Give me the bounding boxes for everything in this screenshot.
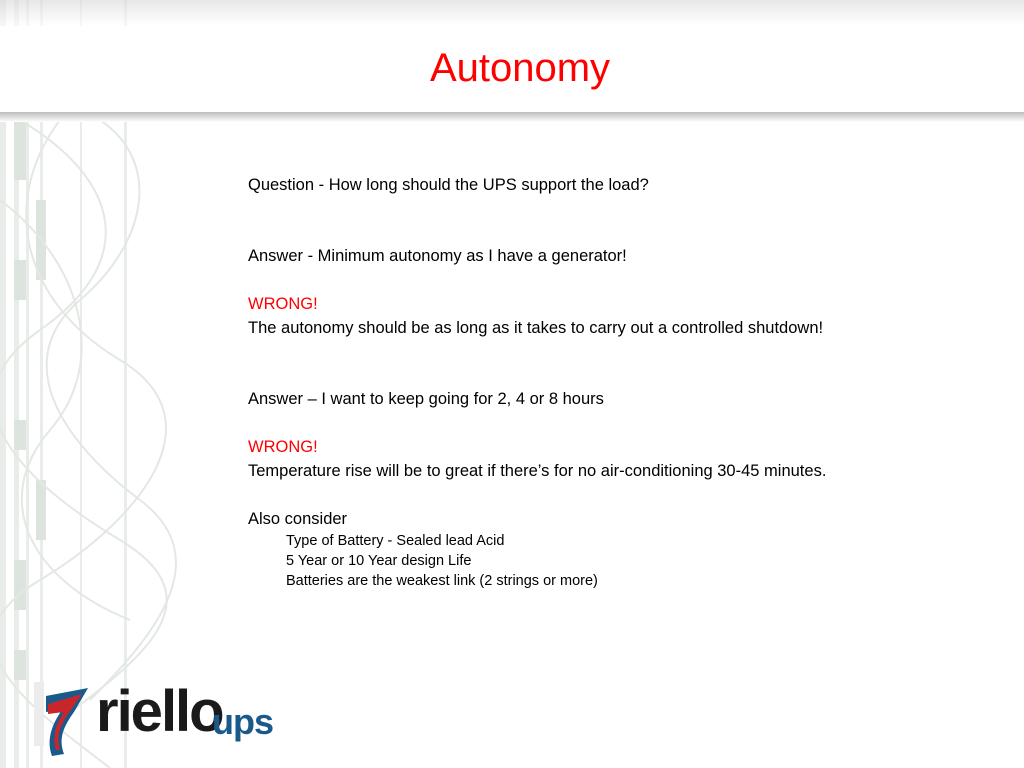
riello-ups-logo — [34, 679, 280, 758]
also-consider-heading: Also consider — [248, 510, 348, 528]
question-text: Question - How long should the UPS support the load? — [248, 176, 649, 194]
wrong-2-text: WRONG! — [248, 438, 318, 456]
logo-suffix-text: ups — [212, 701, 274, 742]
wrong-1-text: WRONG! — [248, 295, 318, 313]
answer-1-text: Answer - Minimum autonomy as I have a generator! — [248, 247, 627, 265]
explanation-2-text: Temperature rise will be to great if there’s for no air-conditioning 30-45 minutes. — [248, 462, 827, 480]
explanation-1-text: The autonomy should be as long as it takes to carry out a controlled shutdown! — [248, 319, 824, 337]
answer-2-text: Answer – I want to keep going for 2, 4 or 8 hours — [248, 390, 604, 408]
list-item: Type of Battery - Sealed lead Acid — [286, 533, 505, 549]
list-item: Batteries are the weakest link (2 strings or more) — [286, 573, 598, 589]
page-title: Autonomy — [429, 46, 611, 90]
list-item: 5 Year or 10 Year design Life — [286, 553, 472, 569]
slide-content — [248, 173, 1008, 591]
considerations-list — [248, 531, 1008, 591]
logo-brand-text: riello — [96, 679, 223, 744]
